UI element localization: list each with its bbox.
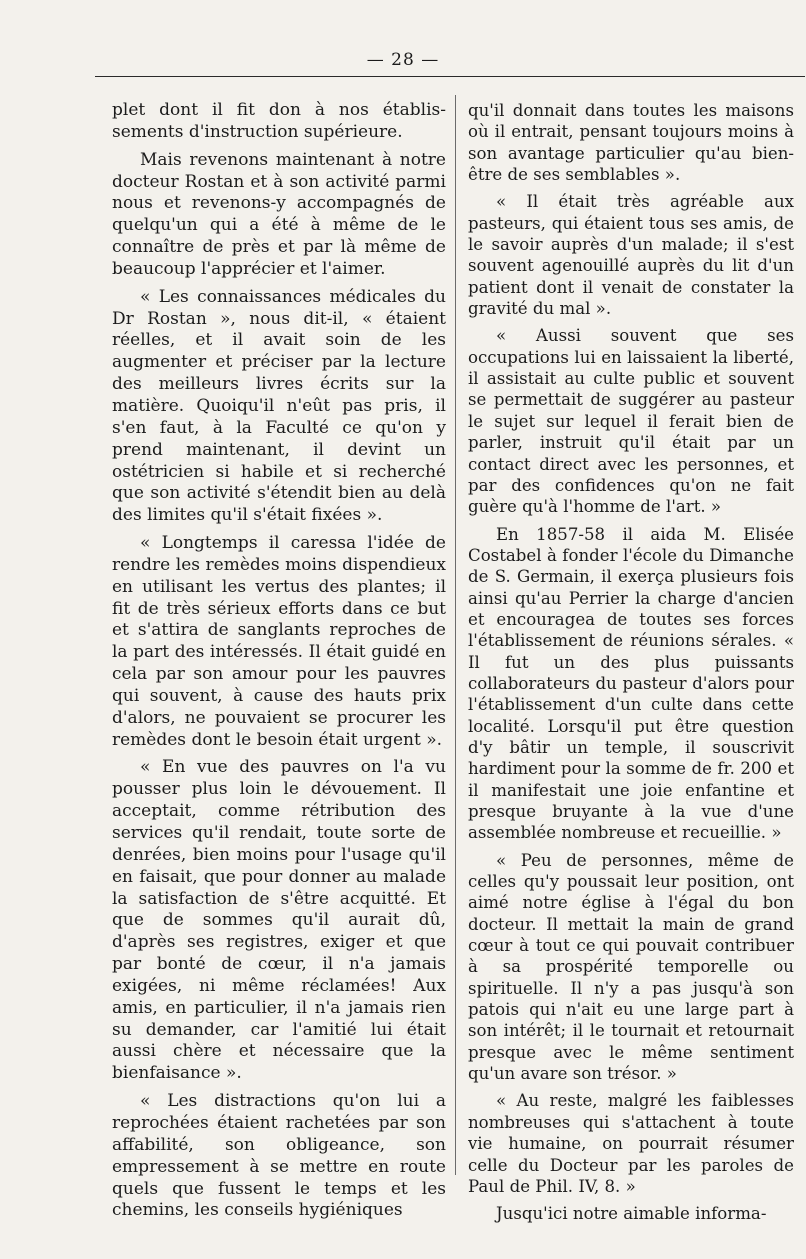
paragraph: « En vue des pauvres on l'a vu pousser plus loin le dévouement. Il acceptait, comme rétribution des services qu'il rendait, toute sorte de denrées, bien moins pour l'usage qu'il en faisait, que pour donner au malade la satisfaction de s'être acquitté. Et que de sommes qu'il aurait dû, d'après ses registres, exiger et que par bonté de cœur, il n'a jamais exigées, ni même réclamées! Aux amis, en particulier, il n'a jamais rien su demander, car l'amitié lui était aussi chère et nécessaire que la bienfaisance ». — [112, 757, 446, 1084]
paragraph: « Les connaissances médicales du Dr Rostan », nous dit-il, « étaient réelles, et il avait soin de les augmenter et préciser par la lecture des meilleurs livres écrits sur la matière. Quoiqu'il n'eût pas pris, il s'en faut, à la Faculté ce qu'on y prend maintenant, il devint un ostétricien si habile et si recherché que son activité s'étendit bien au delà des limites qu'il s'était fixées ». — [112, 286, 446, 526]
right-column — [468, 100, 794, 1231]
page-number: — 28 — — [366, 50, 440, 70]
paragraph: En 1857-58 il aida M. Elisée Costabel à fonder l'école du Dimanche de S. Germain, il exerça plusieurs fois ainsi qu'au Perrier la charge d'ancien et encouragea de toutes ses forces l'établissement de réunions sérales. « Il fut un des plus puissants collaborateurs du pasteur d'alors pour l'établissement d'un culte dans cette localité. Lorsqu'il put être question d'y bâtir un temple, il souscrivit hardiment pour la somme de fr. 200 et il manifestait une joie enfantine et presque bruyante à la vue d'une assemblée nombreuse et recueillie. » — [468, 524, 794, 843]
column-divider — [455, 95, 456, 1175]
paragraph: « Les distractions qu'on lui a reprochées étaient rachetées par son affabilité, son obligeance, son empressement à se mettre en route quels que fussent le temps et les chemins, les conseils hygiéniques — [112, 1091, 446, 1221]
paragraph: « Aussi souvent que ses occupations lui en laissaient la liberté, il assistait au culte public et souvent se permettait de suggérer au pasteur le sujet sur lequel il ferait bien de parler, instruit qu'il était par un contact direct avec les personnes, et par des confidences qu'on ne fait guère qu'à l'homme de l'art. » — [468, 326, 794, 517]
left-column — [112, 100, 446, 1228]
paragraph: Jusqu'ici notre aimable informa- — [496, 1204, 767, 1224]
paragraph: « Peu de personnes, même de celles qu'y poussait leur position, ont aimé notre église à l'égal du bon docteur. Il mettait la main de grand cœur à tout ce qui pouvait contribuer à sa prospérité temporelle ou spirituelle. Il n'y a pas jusqu'à son patois qui n'ait eu une large part à son intérêt; il le tournait et retournait presque avec le même sentiment qu'un avare son trésor. » — [468, 850, 794, 1084]
paragraph: Mais revenons maintenant à notre docteur Rostan et à son activité parmi nous et revenons-y accompagnés de quelqu'un qui a été à même de le connaître de près et par là même de beaucoup l'apprécier et l'aimer. — [112, 149, 446, 279]
paragraph: qu'il donnait dans toutes les maisons où il entrait, pensant toujours moins à son avantage particulier qu'au bien-être de ses semblables ». — [468, 101, 794, 185]
paragraph: « Il était très agréable aux pasteurs, qui étaient tous ses amis, de le savoir auprès d'un malade; il s'est souvent agenouillé auprès du lit d'un patient dont il venait de constater la gravité du mal ». — [468, 192, 794, 319]
paragraph: « Longtemps il caressa l'idée de rendre les remèdes moins dispendieux en utilisant les vertus des plantes; il fit de très sérieux efforts dans ce but et s'attira de sanglants reproches de la part des intéressés. Il était guidé en cela par son amour pour les pauvres qui souvent, à cause des hauts prix d'alors, ne pouvaient se procurer les remèdes dont le besoin était urgent ». — [112, 533, 446, 750]
paragraph: plet dont il fit don à nos établis-sements d'instruction supérieure. — [112, 100, 446, 142]
paragraph: « Au reste, malgré les faiblesses nombreuses qui s'attachent à toute vie humaine, on pourrait résumer celle du Docteur par les paroles de Paul de Phil. IV, 8. » — [468, 1091, 794, 1196]
header-rule — [95, 76, 805, 77]
